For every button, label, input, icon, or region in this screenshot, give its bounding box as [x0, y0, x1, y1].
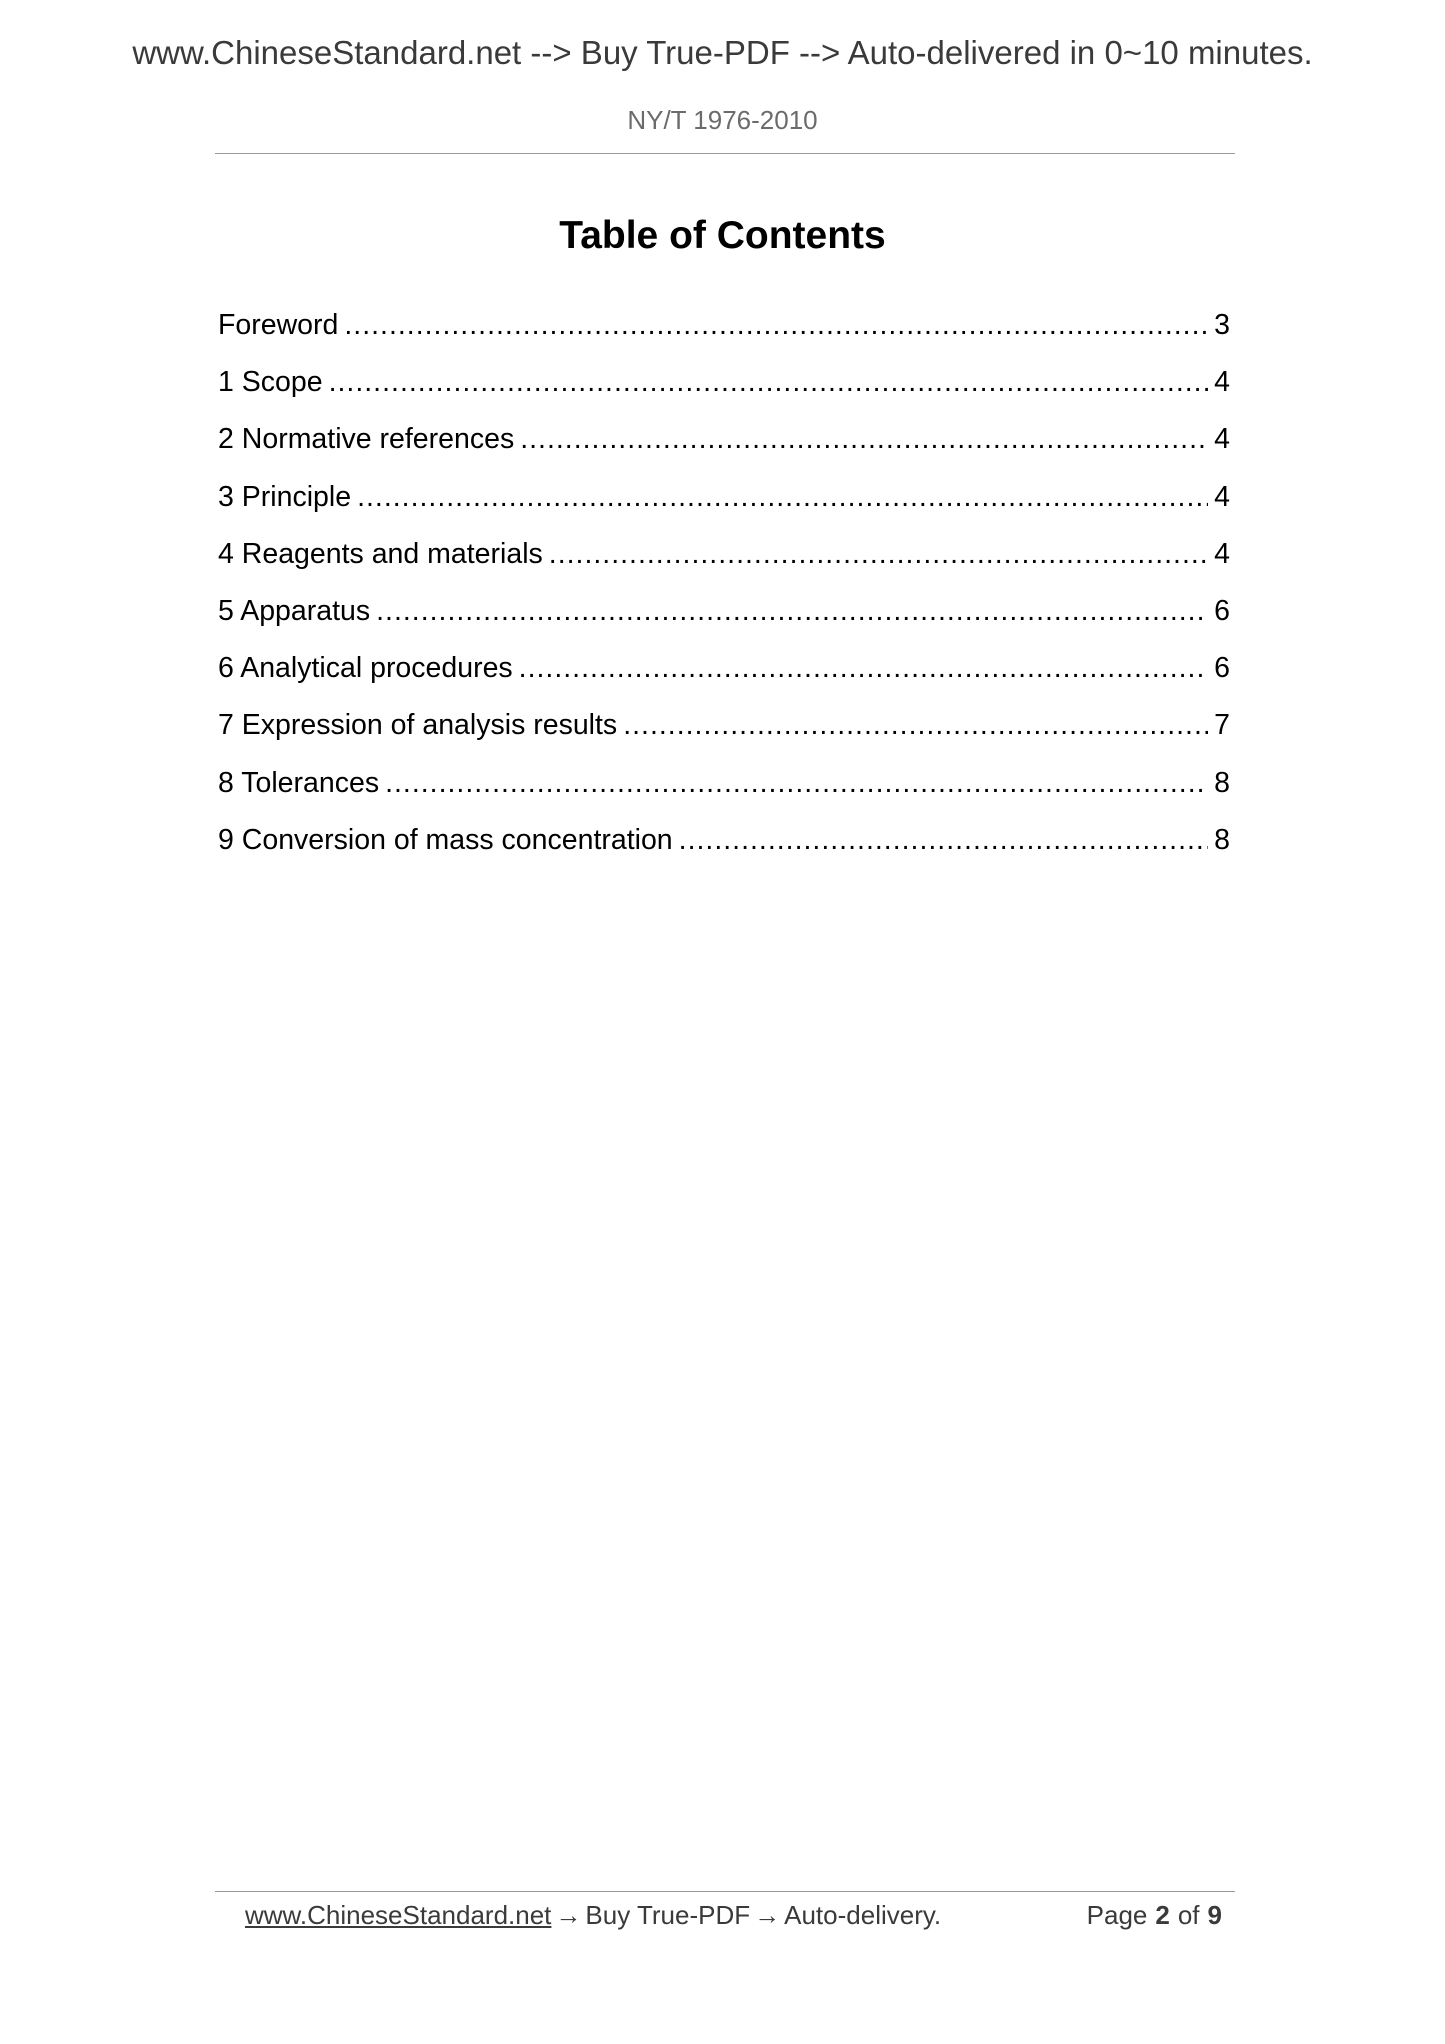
- current-page-number: 2: [1155, 1900, 1170, 1930]
- toc-entry-label: 9 Conversion of mass concentration: [218, 823, 673, 856]
- toc-dot-leader: [329, 357, 1209, 407]
- page-indicator: [1087, 1895, 1222, 1935]
- toc-dot-leader: [549, 529, 1208, 579]
- toc-entry-label: 2 Normative references: [218, 423, 515, 456]
- toc-entry-label: 1 Scope: [218, 366, 323, 399]
- toc-entry-label: 6 Analytical procedures: [218, 652, 513, 685]
- footer-buy-text: Buy True-PDF: [585, 1900, 751, 1930]
- toc-entry-page: 4: [1214, 480, 1230, 513]
- toc-entry-reagents-and-materials[interactable]: [218, 529, 1230, 586]
- toc-entry-page: 6: [1214, 594, 1230, 627]
- toc-entry-page: 8: [1214, 823, 1230, 856]
- toc-dot-leader: [385, 758, 1208, 808]
- toc-entry-foreword[interactable]: [218, 300, 1230, 357]
- toc-entry-label: 4 Reagents and materials: [218, 537, 543, 570]
- toc-entry-scope[interactable]: [218, 357, 1230, 414]
- toc-dot-leader: [623, 700, 1208, 750]
- toc-entry-page: 4: [1214, 423, 1230, 456]
- toc-entry-normative-references[interactable]: [218, 414, 1230, 471]
- right-arrow-icon: →: [555, 1900, 582, 1930]
- toc-entry-conversion-of-mass-concentration[interactable]: [218, 815, 1230, 872]
- toc-entry-label: 7 Expression of analysis results: [218, 709, 618, 742]
- toc-entry-principle[interactable]: [218, 472, 1230, 529]
- toc-list: [218, 300, 1230, 872]
- of-label: of: [1177, 1900, 1200, 1930]
- toc-entry-apparatus[interactable]: [218, 586, 1230, 643]
- toc-dot-leader: [357, 472, 1208, 522]
- page-label: Page: [1086, 1900, 1148, 1930]
- total-pages: 9: [1207, 1900, 1222, 1930]
- header-divider: [215, 153, 1235, 154]
- toc-dot-leader: [519, 643, 1208, 693]
- toc-entry-page: 8: [1214, 766, 1230, 799]
- toc-entry-page: 7: [1214, 709, 1230, 742]
- toc-entry-analytical-procedures[interactable]: [218, 643, 1230, 700]
- footer-website-link[interactable]: www.ChineseStandard.net: [245, 1900, 552, 1930]
- footer-delivery-text: Auto-delivery.: [784, 1900, 942, 1930]
- toc-entry-label: 3 Principle: [218, 480, 352, 513]
- toc-dot-leader: [520, 414, 1208, 464]
- toc-entry-label: 5 Apparatus: [218, 594, 371, 627]
- right-arrow-icon: →: [754, 1900, 781, 1930]
- toc-entry-label: Foreword: [218, 309, 339, 341]
- toc-entry-label: 8 Tolerances: [218, 766, 380, 799]
- toc-entry-page: 3: [1214, 309, 1230, 341]
- toc-entry-tolerances[interactable]: [218, 758, 1230, 815]
- header-banner: www.ChineseStandard.net --> Buy True-PDF --> Auto-delivered in 0~10 minutes.: [132, 34, 1313, 71]
- page-footer: [245, 1895, 1230, 1935]
- toc-entry-page: 4: [1214, 366, 1230, 399]
- document-code: NY/T 1976-2010: [627, 105, 818, 135]
- toc-entry-page: 6: [1214, 652, 1230, 685]
- toc-title: Table of Contents: [559, 214, 886, 257]
- toc-dot-leader: [344, 300, 1208, 350]
- toc-dot-leader: [376, 586, 1208, 636]
- toc-dot-leader: [679, 815, 1208, 865]
- toc-entry-page: 4: [1214, 537, 1230, 570]
- toc-entry-expression-of-analysis-results[interactable]: [218, 700, 1230, 757]
- footer-divider: [215, 1891, 1235, 1892]
